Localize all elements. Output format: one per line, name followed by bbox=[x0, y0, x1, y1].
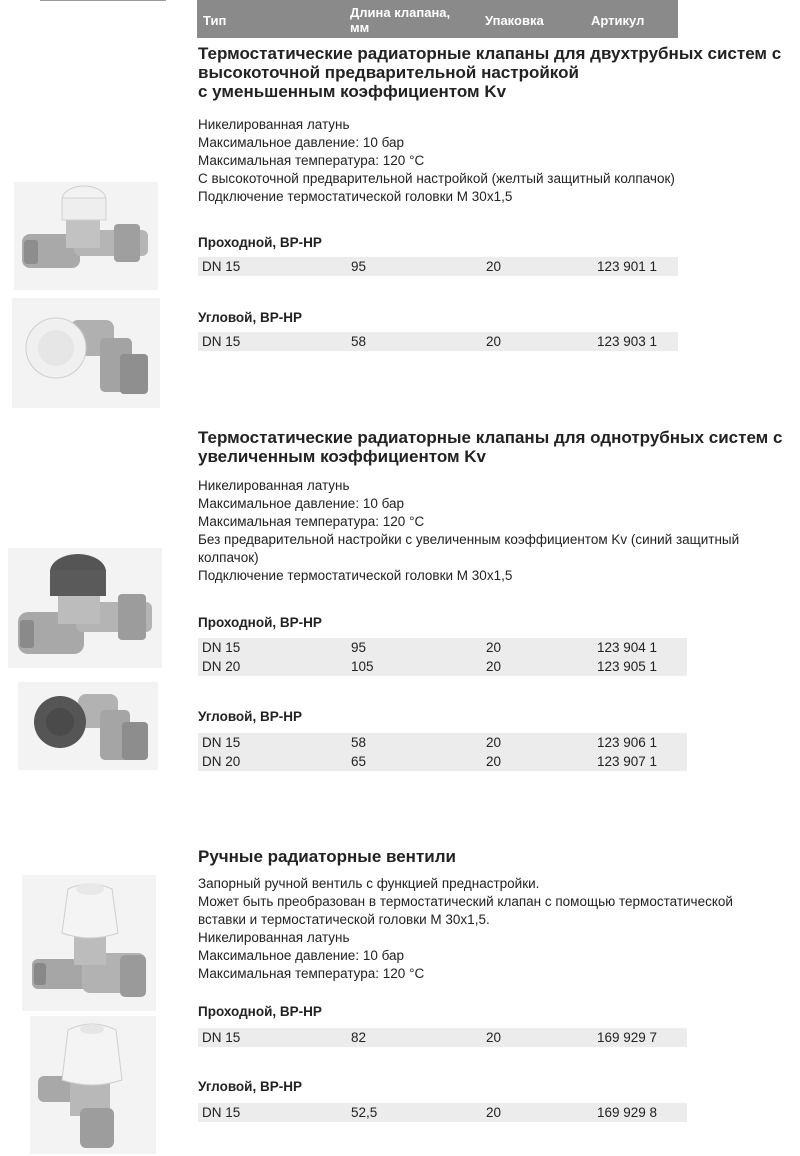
angle-valve-white-cap-image bbox=[12, 298, 160, 408]
manual-straight-valve-image bbox=[22, 875, 156, 1011]
table-row: DN 20 65 20 123 907 1 bbox=[198, 752, 687, 771]
table-row: DN 15 58 20 123 903 1 bbox=[198, 332, 678, 351]
manual-angle-valve-image bbox=[30, 1016, 156, 1154]
straight-valve-white-cap-image bbox=[14, 182, 158, 290]
group-label: Проходной, ВР-НР bbox=[198, 235, 322, 250]
table-row: DN 15 95 20 123 904 1 bbox=[198, 638, 687, 657]
table-row: DN 15 52,5 20 169 929 8 bbox=[198, 1103, 687, 1122]
group-label: Проходной, ВР-НР bbox=[198, 1004, 322, 1019]
straight-valve-dark-cap-image bbox=[8, 548, 162, 668]
table-row: DN 20 105 20 123 905 1 bbox=[198, 657, 687, 676]
section-title: Ручные радиаторные вентили bbox=[198, 847, 456, 866]
table-row: DN 15 95 20 123 901 1 bbox=[198, 257, 678, 276]
section-description: Никелированная латунь Максимальное давление: 10 бар Максимальная температура: 120 °С С высокоточной предварительной настройкой (желтый защитный колпачок) Подключение термостатической головки М 30х1,5 bbox=[198, 117, 675, 204]
table-row: DN 15 58 20 123 906 1 bbox=[198, 733, 687, 752]
table-row: DN 15 82 20 169 929 7 bbox=[198, 1028, 687, 1047]
angle-valve-dark-cap-image bbox=[18, 682, 158, 770]
header-length: Длина клапана, мм bbox=[350, 5, 451, 35]
section-title: Термостатические радиаторные клапаны для двухтрубных систем с высокоточной предварительной настройкой с уменьшенным коэффициентом Kv bbox=[198, 44, 782, 101]
header-article: Артикул bbox=[591, 13, 645, 28]
section-title: Термостатические радиаторные клапаны для однотрубных систем с увеличенным коэффициентом Kv bbox=[198, 428, 783, 466]
group-label: Проходной, ВР-НР bbox=[198, 615, 322, 630]
header-type: Тип bbox=[203, 13, 227, 28]
section-description: Запорный ручной вентиль с функцией преднастройки. Может быть преобразован в термостатический клапан с помощью термостатической вставки и термостатической головки М 30х1,5. Никелированная латунь Максимальное давление: 10 бар Максимальная температура: 120 °С bbox=[198, 876, 733, 981]
table-header bbox=[197, 0, 678, 38]
header-packing: Упаковка bbox=[485, 13, 544, 28]
group-label: Угловой, ВР-НР bbox=[198, 1079, 302, 1094]
section-description: Никелированная латунь Максимальное давление: 10 бар Максимальная температура: 120 °С Без предварительной настройки с увеличенным коэффициентом Kv (синий защитный колпачок) Подключение термостатической головки М 30х1,5 bbox=[198, 478, 740, 583]
group-label: Угловой, ВР-НР bbox=[198, 310, 302, 325]
group-label: Угловой, ВР-НР bbox=[198, 709, 302, 724]
top-rule bbox=[40, 0, 166, 1]
